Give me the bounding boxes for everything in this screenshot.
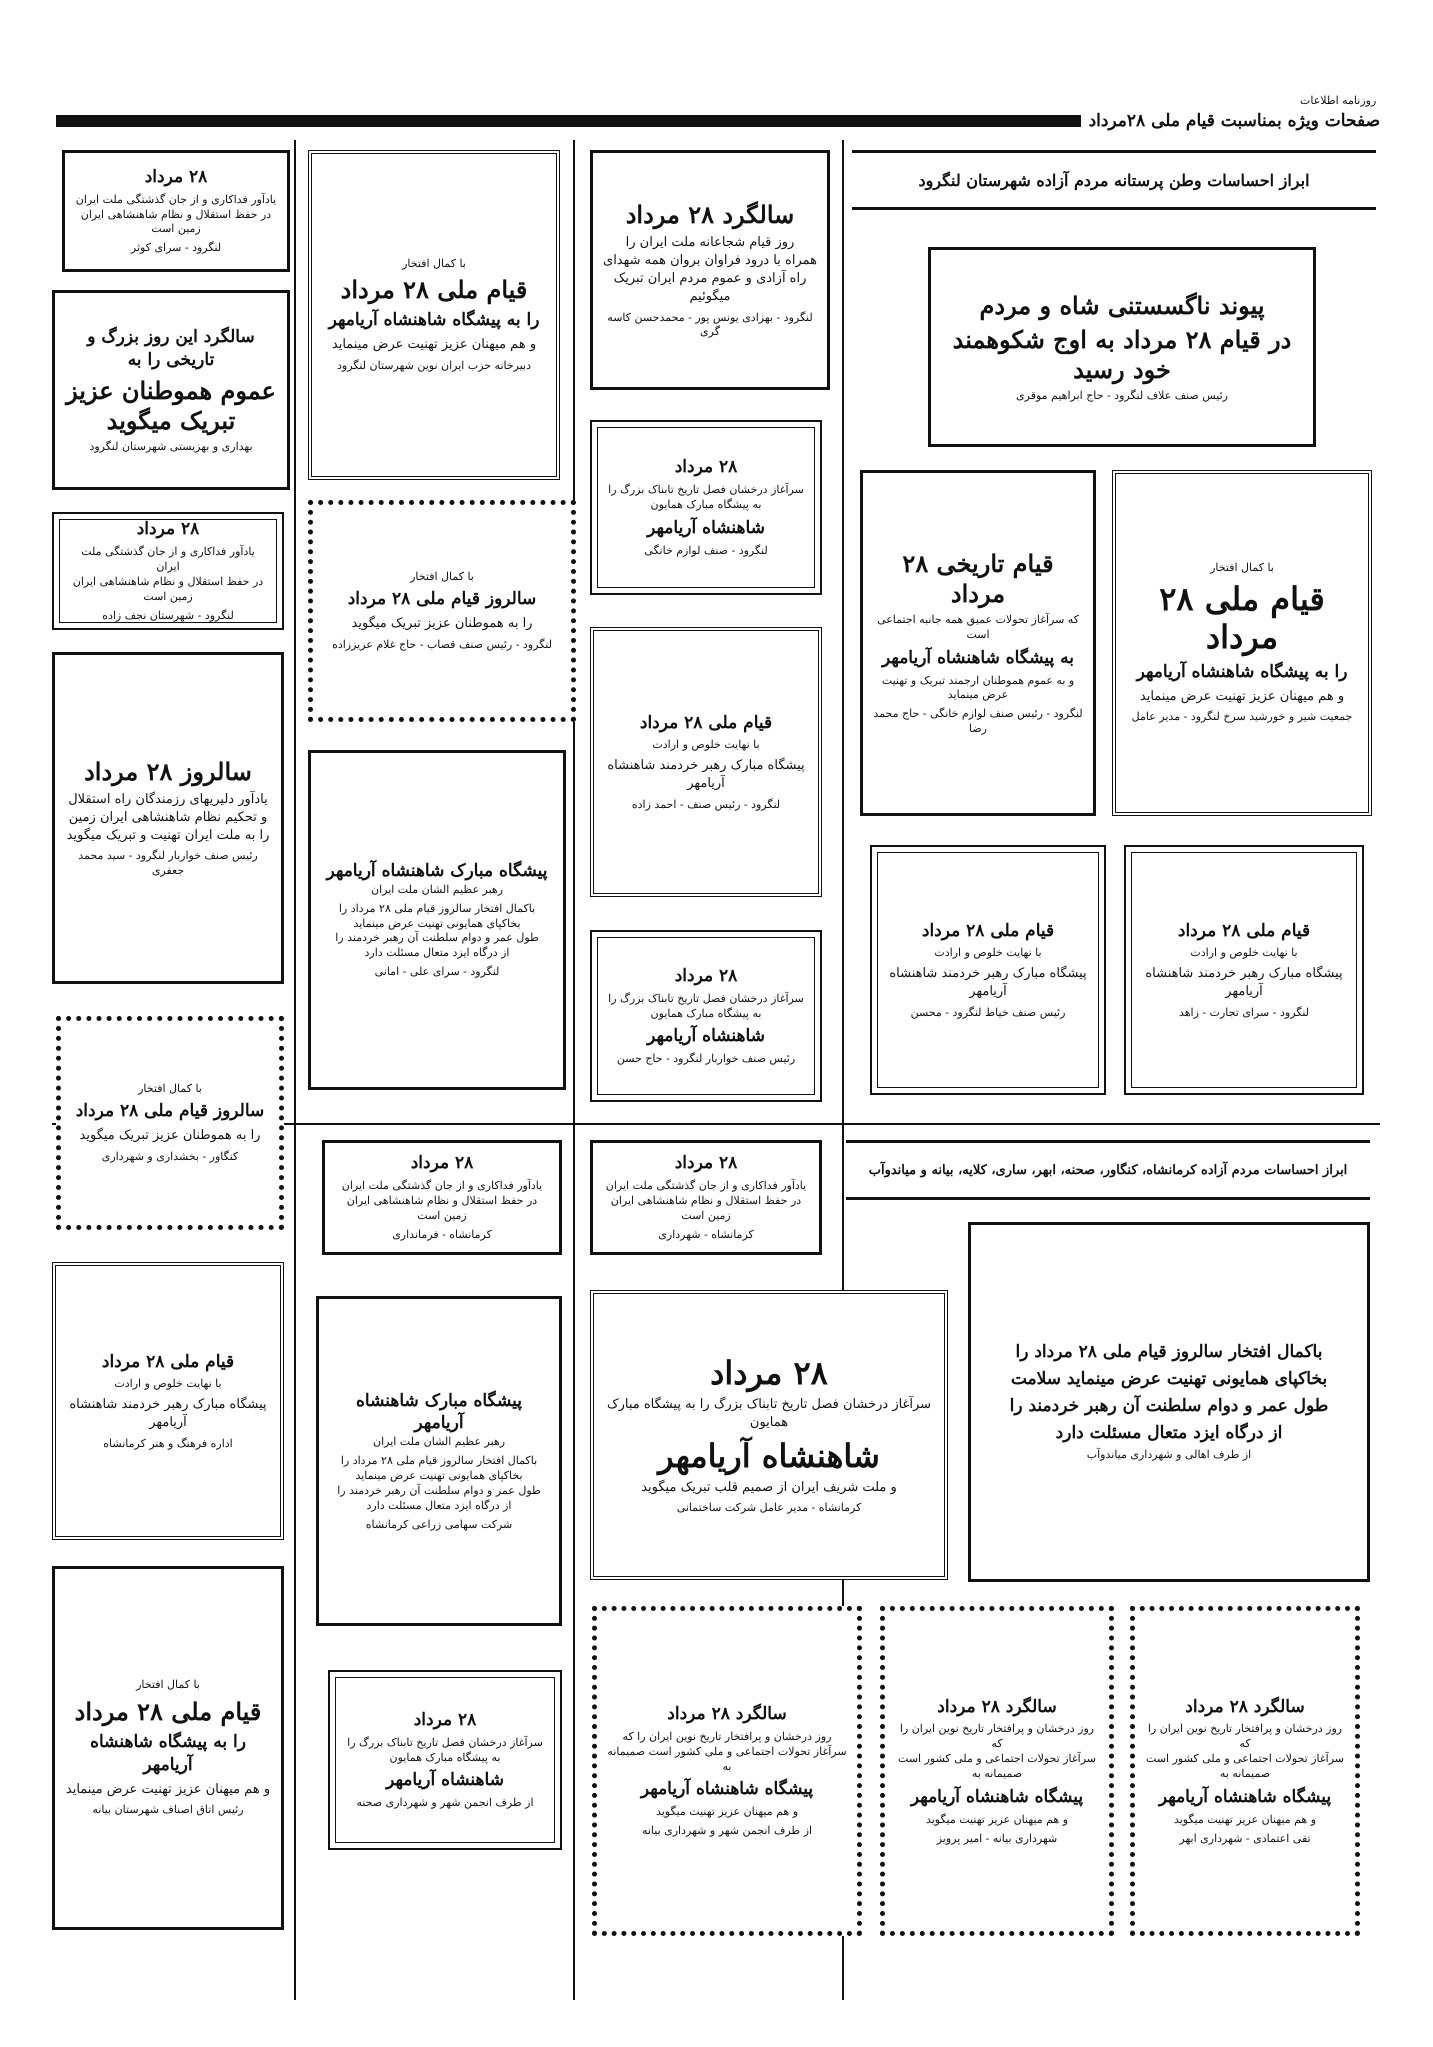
ad-line: و هم میهنان عزیز تهنیت عرض مینماید bbox=[1139, 688, 1345, 704]
ad-line: در حفظ استقلال و نظام شاهنشاهی ایران زمین است bbox=[346, 1194, 538, 1222]
ad-line: باکمال افتخار سالروز قیام ملی ۲۸ مرداد را bbox=[338, 901, 536, 915]
ad-line: یادآور فداکاری و از جان گذشتگی ملت ایران bbox=[341, 1179, 543, 1193]
ad-top: با کمال افتخار bbox=[138, 1081, 202, 1095]
ad-line: و تحکیم نظام شاهنشاهی ایران زمین bbox=[68, 810, 268, 826]
ad-qiyam-meli-3 bbox=[870, 845, 1106, 1095]
ad-line: را به پیشگاه شاهنشاه آریامهر bbox=[328, 310, 540, 331]
ad-signature: تقی اعتمادی - شهرداری ابهر bbox=[1179, 1831, 1311, 1845]
ad-signature: رئیس صنف خواربار لنگرود - حاج حسن bbox=[616, 1052, 796, 1066]
ad-line: شاهنشاه آریامهر bbox=[647, 517, 765, 538]
ad-signature: جمعیت شیر و خورشید سرخ لنگرود - مدیر عامل bbox=[1131, 709, 1353, 723]
ad-line: روز درخشان و پرافتخار تاریخ نوین ایران را که bbox=[622, 1729, 832, 1743]
paper-name: روزنامه اطلاعات bbox=[1300, 94, 1377, 107]
ad-line: پیشگاه مبارک رهبر خردمند شاهنشاه آریامهر bbox=[1145, 966, 1343, 1000]
ad-qiyam-meli-5 bbox=[308, 150, 560, 480]
ad-salgard-biane-1 bbox=[592, 1606, 862, 1936]
ad-line: و هم میهنان عزیز تهنیت عرض مینماید bbox=[65, 1781, 271, 1797]
ad-line: شاهنشاه آریامهر bbox=[386, 1770, 504, 1791]
ad-line: بخاکپای همایونی تهنیت عرض مینماید bbox=[355, 1469, 523, 1483]
ad-line: روز درخشان و پرافتخار تاریخ نوین ایران را که bbox=[1147, 1722, 1343, 1751]
ad-signature: از طرف انجمن شهر و شهرداری بیانه bbox=[641, 1824, 813, 1838]
ad-signature: رئیس صنف خیاط لنگرود - محسن bbox=[910, 1005, 1066, 1019]
ad-line: پیوند ناگسستنی شاه و مردم bbox=[979, 290, 1265, 320]
ad-28-mordad-5 bbox=[62, 150, 290, 272]
ad-title: ۲۸ مرداد bbox=[674, 965, 738, 986]
ad-line: بخاکپای همایونی تهنیت عرض مینماید bbox=[353, 916, 521, 930]
ad-28-mordad-6 bbox=[52, 512, 284, 630]
ad-line: از درگاه ایزد متعال مسئلت دارد bbox=[366, 1498, 512, 1512]
ad-pishgah-kermanshah bbox=[316, 1296, 562, 1626]
ad-line: راه آزادی و عموم مردم ایران تبریک میگوئیم bbox=[613, 271, 807, 305]
ad-signature: لنگرود - سرای علی - امانی bbox=[374, 965, 500, 979]
ad-signature: لنگرود - رئیس صنف لوازم خانگی - حاج محمد رضا bbox=[873, 707, 1083, 736]
column-divider bbox=[294, 140, 296, 2000]
ad-line: باکمال افتخار سالروز قیام ملی ۲۸ مرداد را bbox=[340, 1454, 538, 1468]
ad-signature: دبیرخانه حزب ایران نوین شهرستان لنگرود bbox=[337, 358, 532, 372]
ad-signature: لنگرود - سرای تجارت - زاهد bbox=[1178, 1005, 1310, 1019]
ad-line: طول عمر و دوام سلطنت آن رهبر خردمند را bbox=[337, 1483, 541, 1497]
ad-28-mordad-kermanshah bbox=[590, 1290, 948, 1580]
page-header bbox=[52, 108, 1380, 134]
ad-line: پیشگاه مبارک رهبر خردمند شاهنشاه آریامهر bbox=[607, 758, 805, 792]
ad-title: سالگرد ۲۸ مرداد bbox=[937, 1696, 1057, 1717]
ad-line: یادآور فداکاری و از جان گذشتگی ملت ایران bbox=[75, 192, 277, 206]
ad-line: یادآور دلیریهای رزمندگان راه استقلال bbox=[68, 791, 268, 807]
ad-miandoab bbox=[968, 1222, 1370, 1582]
ad-line: در حفظ استقلال و نظام شاهنشاهی ایران زمین است bbox=[80, 207, 272, 236]
ad-salgard-langarud bbox=[590, 150, 830, 390]
ad-line: را به هموطنان عزیز تبریک میگوید bbox=[79, 1128, 261, 1144]
ad-title: سالگرد ۲۸ مرداد bbox=[1185, 1696, 1305, 1717]
ad-line: رهبر عظیم الشان ملت ایران bbox=[372, 1435, 506, 1449]
ad-title: قیام ملی ۲۸ مرداد bbox=[74, 1696, 262, 1726]
ad-title: قیام ملی ۲۸ مرداد bbox=[1159, 580, 1325, 657]
ad-signature: لنگرود - رئیس صنف قصاب - حاج غلام عزیززاده bbox=[332, 637, 552, 651]
ad-title: قیام ملی ۲۸ مرداد bbox=[639, 712, 773, 733]
ad-line: از درگاه ایزد متعال مسئلت دارد bbox=[364, 946, 510, 960]
ad-line: را به پیشگاه شاهنشاه آریامهر bbox=[90, 1731, 246, 1775]
ad-line: عموم هموطنان عزیز تبریک میگوید bbox=[66, 375, 276, 435]
ad-salgard-abhar bbox=[1130, 1606, 1360, 1936]
page-title: صفحات ویژه بمناسبت قیام ملی ۲۸مرداد bbox=[1088, 111, 1380, 131]
ad-top: با کمال افتخار bbox=[1210, 561, 1274, 575]
ad-title: ۲۸ مرداد bbox=[410, 1153, 474, 1174]
ad-line: یادآور فداکاری و از جان گذشتگی ملت ایران bbox=[605, 1179, 807, 1193]
ad-line: پیشگاه مبارک شاهنشاه آریامهر bbox=[326, 861, 548, 881]
ad-top: با کمال افتخار bbox=[136, 1678, 200, 1692]
ad-line: در حفظ استقلال و نظام شاهنشاهی ایران زمین است bbox=[72, 575, 264, 603]
ad-title: قیام ملی ۲۸ مرداد bbox=[340, 275, 528, 305]
ad-qiyam-meli-biane bbox=[52, 1566, 284, 1930]
ad-28-mordad-sahneh bbox=[328, 1670, 562, 1850]
ad-line: پیشگاه مبارک رهبر خردمند شاهنشاه آریامهر bbox=[69, 1397, 267, 1431]
ad-line: روز قیام شجاعانه ملت ایران را bbox=[625, 234, 795, 250]
ad-line: پیشگاه شاهنشاه آریامهر bbox=[910, 1786, 1084, 1807]
ad-line: و ملت شریف ایران از صمیم قلب تبریک میگوید bbox=[641, 1480, 897, 1496]
ad-title: قیام ملی ۲۸ مرداد bbox=[1177, 920, 1311, 941]
ad-line: که سرآغاز تحولات عمیق همه جانبه اجتماعی است bbox=[877, 613, 1079, 641]
ad-line: و هم میهنان عزیز تهنیت عرض مینماید bbox=[331, 337, 537, 353]
ad-line: با نهایت خلوص و ارادت bbox=[934, 946, 1042, 960]
ad-28-mordad-2 bbox=[590, 930, 822, 1102]
ad-signature: رئیس صنف خواربار لنگرود - سید محمد جعفری bbox=[78, 849, 258, 878]
ad-signature: کرمانشاه - فرمانداری bbox=[392, 1227, 492, 1241]
ad-title: سالروز قیام ملی ۲۸ مرداد bbox=[75, 1101, 265, 1122]
ad-banner-kermanshah bbox=[846, 1140, 1370, 1200]
ad-title: سالگرد ۲۸ مرداد bbox=[667, 1703, 787, 1724]
ad-line: با نهایت خلوص و ارادت bbox=[1190, 946, 1298, 960]
ad-title: ۲۸ مرداد bbox=[674, 1153, 738, 1174]
ad-salgard-biane-2 bbox=[880, 1606, 1114, 1936]
ad-line: بخاکپای همایونی تهنیت عرض مینماید سلامت bbox=[1010, 1368, 1328, 1389]
ad-line: سالگرد این روز بزرگ و تاریخی را به bbox=[87, 326, 255, 370]
ad-line: و هم میهنان عزیز تهنیت میگوید bbox=[925, 1812, 1069, 1826]
ad-signature: لنگرود - صنف لوازم خانگی bbox=[644, 543, 768, 557]
ad-top: با کمال افتخار bbox=[402, 256, 466, 270]
ad-28-mordad-3 bbox=[590, 1140, 822, 1255]
ad-title: قیام ملی ۲۸ مرداد bbox=[101, 1351, 235, 1372]
ad-line: سرآغاز درخشان فصل تاریخ تابناک بزرگ را به پیشگاه مبارک همایون bbox=[608, 483, 804, 512]
ad-qiyam-tarikhi bbox=[860, 470, 1096, 816]
ad-pishgah-langarud bbox=[308, 750, 566, 1090]
ad-banner-langarud bbox=[852, 150, 1376, 210]
ad-line: سرآغاز تحولات اجتماعی و ملی کشور است صمیمانه به bbox=[1146, 1752, 1344, 1780]
ad-line: و هم میهنان عزیز تهنیت میگوید bbox=[1173, 1812, 1317, 1826]
ad-line: به پیشگاه شاهنشاه آریامهر bbox=[881, 647, 1075, 668]
ad-line: در حفظ استقلال و نظام شاهنشاهی ایران زمین است bbox=[610, 1194, 802, 1222]
ad-28-mordad-1 bbox=[590, 420, 822, 595]
ad-signature: کنگاور - بخشداری و شهرداری bbox=[101, 1149, 239, 1163]
ad-line: با نهایت خلوص و ارادت bbox=[652, 738, 760, 752]
ad-line: سرآغاز درخشان فصل تاریخ تابناک بزرگ را به پیشگاه مبارک همایون bbox=[608, 991, 804, 1020]
header-rule bbox=[56, 115, 1081, 127]
ad-line: در قیام ۲۸ مرداد به اوج شکوهمند خود رسید bbox=[952, 324, 1292, 384]
ad-qiyam-meli-1 bbox=[1112, 470, 1372, 816]
ad-line: روز درخشان و پرافتخار تاریخ نوین ایران را که bbox=[899, 1722, 1095, 1751]
ad-line: و هم میهنان عزیز تهنیت میگوید bbox=[655, 1805, 799, 1819]
column-divider bbox=[573, 140, 575, 2000]
ad-title: ۲۸ مرداد bbox=[674, 457, 738, 478]
ad-salruz-kangavar bbox=[56, 1016, 284, 1230]
ad-line: پیشگاه مبارک شاهنشاه آریامهر bbox=[356, 1390, 522, 1434]
ad-line: یادآور فداکاری و از جان گذشتگی ملت ایران bbox=[81, 545, 255, 574]
ad-line: شاهنشاه آریامهر bbox=[658, 1436, 880, 1475]
ad-salruz-khorbar bbox=[52, 652, 284, 984]
ad-title: ۲۸ مرداد bbox=[144, 166, 208, 187]
ad-line: همراه با درود فراوان بروان همه شهدای bbox=[603, 252, 817, 268]
ad-title: ۲۸ مرداد bbox=[413, 1709, 477, 1730]
ad-title: سالروز قیام ملی ۲۸ مرداد bbox=[347, 589, 537, 610]
ad-title: سالگرد ۲۸ مرداد bbox=[625, 199, 795, 229]
ad-line: را به ملت ایران تهنیت و تبریک میگوید bbox=[66, 828, 270, 844]
ad-line: و به عموم هموطنان ارجمند تبریک و تهنیت عرض مینماید bbox=[881, 673, 1075, 702]
ad-line: شاهنشاه آریامهر bbox=[647, 1026, 765, 1047]
ad-signature: شرکت سهامی زراعی کرمانشاه bbox=[365, 1517, 513, 1531]
ad-title: ۲۸ مرداد bbox=[136, 519, 200, 540]
ad-line: سرآغاز تحولات اجتماعی و ملی کشور است صمیمانه به bbox=[898, 1752, 1096, 1780]
ad-salgard-behdari bbox=[52, 290, 290, 490]
ad-signature: کرمانشاه - شهرداری bbox=[658, 1227, 754, 1241]
ad-line: طول عمر و دوام سلطنت آن رهبر خردمند را bbox=[335, 931, 539, 945]
ad-signature: لنگرود - بهزادی یونس پور - محمدحسن کاسه گری bbox=[607, 310, 813, 339]
ad-line: پیشگاه شاهنشاه آریامهر bbox=[640, 1779, 814, 1800]
ad-signature: رئیس اتاق اصناف شهرستان بیانه bbox=[92, 1803, 244, 1817]
ad-peyvand bbox=[928, 247, 1316, 447]
ad-line: را به پیشگاه شاهنشاه آریامهر bbox=[1136, 661, 1348, 682]
ad-signature: از طرف انجمن شهر و شهرداری صحنه bbox=[356, 1796, 534, 1810]
ad-top: با کمال افتخار bbox=[410, 569, 474, 583]
banner-title: ابراز احساسات وطن پرستانه مردم آزاده شهرستان لنگرود bbox=[918, 170, 1310, 190]
ad-line: سرآغاز تحولات اجتماعی و ملی کشور است صمیمانه به bbox=[607, 1744, 847, 1773]
ad-28-mordad-4 bbox=[322, 1140, 562, 1255]
ad-line: از درگاه ایزد متعال مسئلت دارد bbox=[1055, 1422, 1283, 1443]
ad-title: قیام تاریخی ۲۸ مرداد bbox=[902, 549, 1054, 608]
ad-qiyam-meli-farhang bbox=[52, 1262, 284, 1540]
ad-line: رهبر عظیم الشان ملت ایران bbox=[370, 882, 504, 896]
ad-signature: لنگرود - رئیس صنف - احمد زاده bbox=[631, 797, 781, 811]
ad-line: طول عمر و دوام سلطنت آن رهبر خردمند را bbox=[1009, 1395, 1329, 1416]
ad-title: ۲۸ مرداد bbox=[710, 1353, 828, 1392]
ad-line: پیشگاه شاهنشاه آریامهر bbox=[1158, 1786, 1332, 1807]
ad-line: سرآغاز درخشان فصل تاریخ تابناک بزرگ را به پیشگاه مبارک همایون bbox=[347, 1735, 543, 1764]
ad-qiyam-meli-4 bbox=[590, 627, 822, 897]
ad-signature: رئیس صنف علاف لنگرود - حاج ابراهیم موقری bbox=[1016, 388, 1228, 402]
ad-signature: از طرف اهالی و شهرداری میاندوآب bbox=[1086, 1448, 1252, 1462]
ad-salruz-qasab bbox=[308, 500, 576, 722]
ad-qiyam-meli-2 bbox=[1124, 845, 1364, 1095]
ad-title: قیام ملی ۲۸ مرداد bbox=[921, 920, 1055, 941]
banner-title: ابراز احساسات مردم آزاده کرمانشاه، کنگاور، صحنه، ابهر، ساری، کلایه، بیانه و میاندوآب bbox=[868, 1162, 1348, 1178]
ad-signature: لنگرود - شهرستان نجف زاده bbox=[102, 608, 234, 622]
ad-line: سرآغاز درخشان فصل تاریخ تابناک بزرگ را به پیشگاه مبارک همایون bbox=[606, 1397, 932, 1431]
ad-signature: بهداری و بهزیستی شهرستان لنگرود bbox=[89, 439, 253, 453]
ad-signature: شهرداری بیانه - امیر پرویز bbox=[936, 1831, 1058, 1845]
ad-line: با نهایت خلوص و ارادت bbox=[114, 1377, 222, 1391]
ad-signature: لنگرود - سرای کوثر bbox=[130, 241, 222, 255]
ad-line: را به هموطنان عزیز تبریک میگوید bbox=[351, 616, 533, 632]
ad-signature: اداره فرهنگ و هنر کرمانشاه bbox=[103, 1436, 233, 1450]
ad-title: سالروز ۲۸ مرداد bbox=[84, 756, 252, 786]
ad-line: باکمال افتخار سالروز قیام ملی ۲۸ مرداد را bbox=[1015, 1341, 1323, 1362]
ad-line: پیشگاه مبارک رهبر خردمند شاهنشاه آریامهر bbox=[889, 966, 1087, 1000]
ad-signature: کرمانشاه - مدیر عامل شرکت ساختمانی bbox=[676, 1501, 862, 1515]
